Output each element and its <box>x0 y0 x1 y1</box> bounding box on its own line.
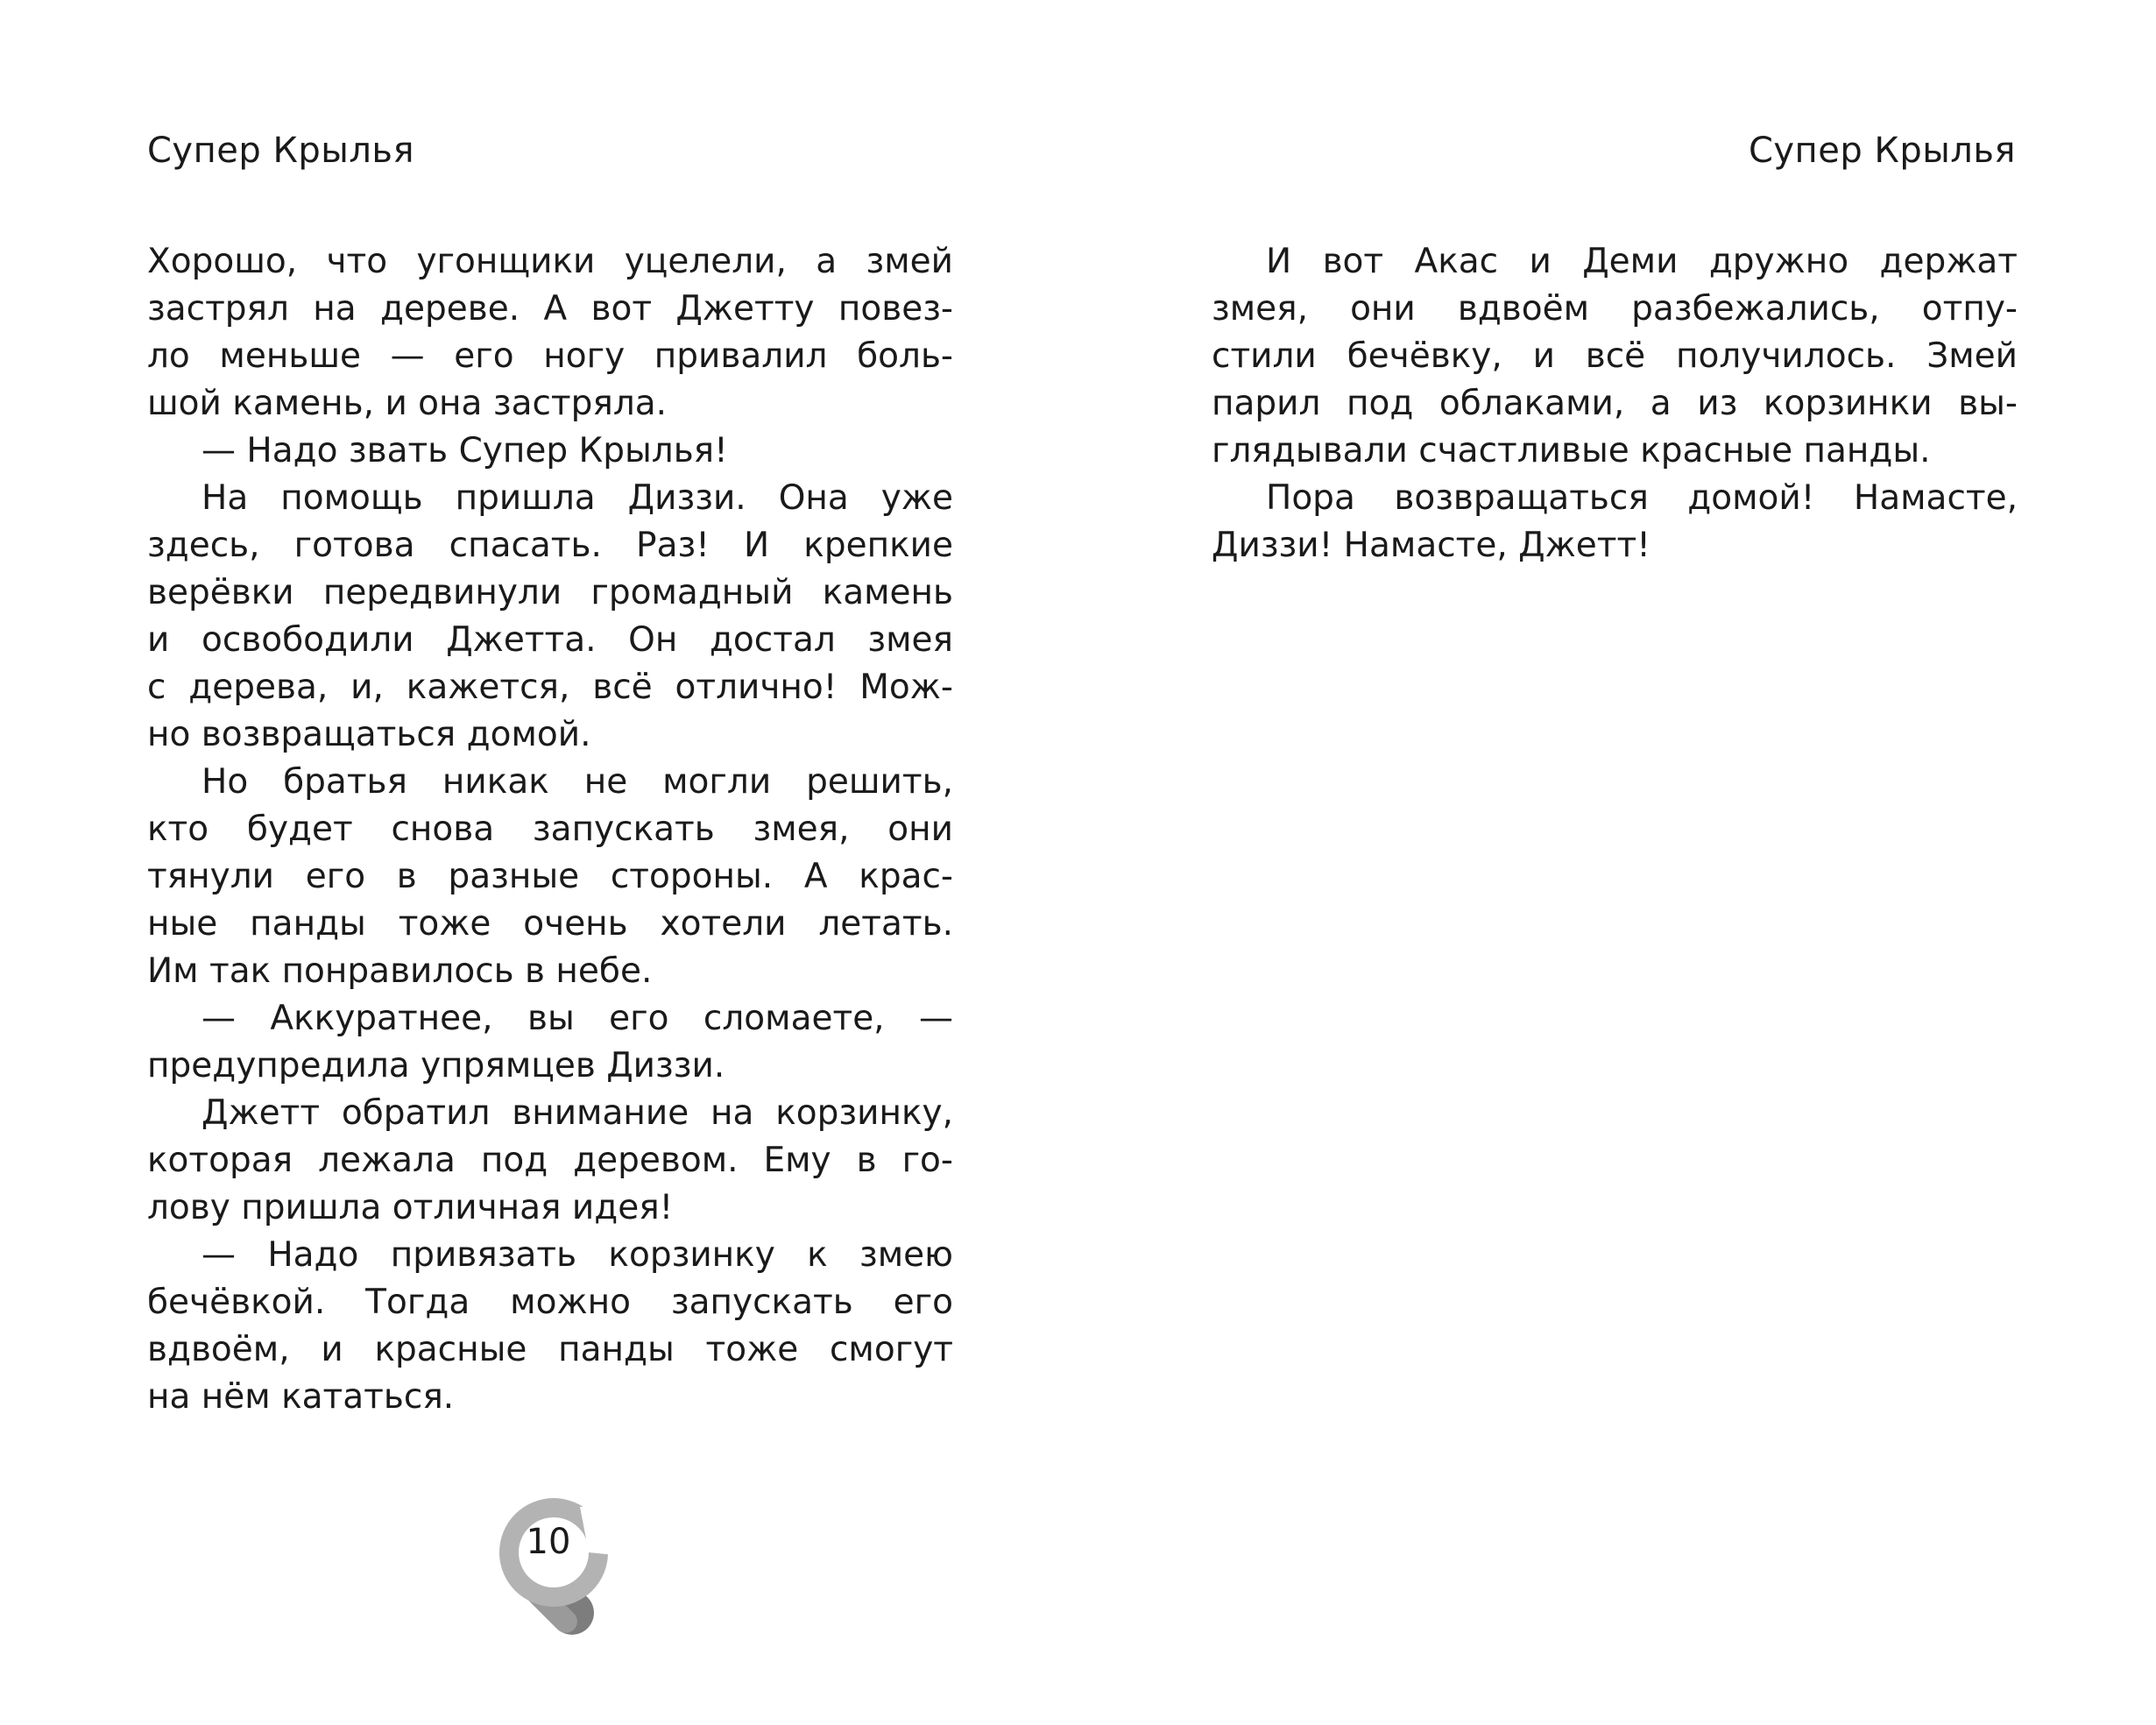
text-line: На помощь пришла Диззи. Она уже <box>201 478 953 518</box>
text-line: но возвращаться домой. <box>147 715 591 754</box>
text-line: тянули его в разные стороны. А крас- <box>147 857 953 896</box>
text-line: ло меньше — его ногу привалил боль- <box>147 336 953 376</box>
text-line: которая лежала под деревом. Ему в го- <box>147 1141 953 1180</box>
text-line: застрял на дереве. А вот Джетту повез- <box>147 289 953 329</box>
left-page-text <box>147 238 953 1421</box>
text-line: Джетт обратил внимание на корзинку, <box>201 1093 953 1133</box>
text-line: и освободили Джетта. Он достал змея <box>147 620 953 660</box>
text-line: Но братья никак не могли решить, <box>201 762 953 802</box>
text-line: верёвки передвинули громадный камень <box>147 573 953 612</box>
text-line: стили бечёвку, и всё получилось. Змей <box>1212 336 2018 376</box>
text-line: на нём кататься. <box>147 1377 455 1417</box>
running-head-right: Супер Крылья <box>1748 131 2016 171</box>
text-line: — Надо звать Супер Крылья! <box>201 431 728 470</box>
right-page-text <box>1212 238 2018 569</box>
text-line: бечёвкой. Тогда можно запускать его <box>147 1283 953 1322</box>
text-line: И вот Акас и Деми дружно держат <box>1266 242 2018 281</box>
page-number: 10 <box>526 1522 571 1562</box>
text-line: предупредила упрямцев Диззи. <box>147 1046 725 1085</box>
text-line: — Надо привязать корзинку к змею <box>201 1235 953 1275</box>
running-head-left: Супер Крылья <box>147 131 415 171</box>
text-line: шой камень, и она застряла. <box>147 384 668 423</box>
text-line: лову пришла отличная идея! <box>147 1188 674 1227</box>
text-line: Им так понравилось в небе. <box>147 951 653 991</box>
text-line: кто будет снова запускать змея, они <box>147 809 953 849</box>
text-line: парил под облаками, а из корзинки вы- <box>1212 384 2018 423</box>
text-line: с дерева, и, кажется, всё отлично! Мож- <box>147 668 953 707</box>
text-line: вдвоём, и красные панды тоже смогут <box>147 1330 953 1369</box>
text-line: змея, они вдвоём разбежались, отпу- <box>1212 289 2018 329</box>
text-line: Диззи! Намасте, Джетт! <box>1212 526 1651 565</box>
text-line: здесь, готова спасать. Раз! И крепкие <box>147 526 953 565</box>
text-line: ные панды тоже очень хотели летать. <box>147 904 953 944</box>
text-line: глядывали счастливые красные панды. <box>1212 431 1931 470</box>
text-line: — Аккуратнее, вы его сломаете, — <box>201 999 953 1038</box>
text-line: Хорошо, что угонщики уцелели, а змей <box>147 242 953 281</box>
text-line: Пора возвращаться домой! Намасте, <box>1266 478 2018 518</box>
